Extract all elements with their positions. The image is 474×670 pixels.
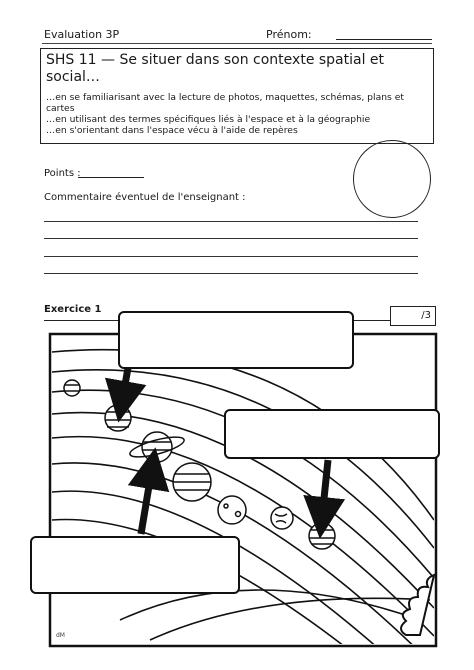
planet-icon xyxy=(142,432,172,462)
exercise-title: Exercice 1 xyxy=(44,304,102,315)
planet-icon xyxy=(309,523,335,549)
comment-label: Commentaire éventuel de l'enseignant : xyxy=(44,192,246,203)
prenom-label: Prénom: xyxy=(266,28,312,41)
objective-item: …en se familiarisant avec la lecture de photos, maquettes, schémas, plans et cartes xyxy=(46,92,404,114)
score-box xyxy=(390,306,436,326)
corner-mark: dM xyxy=(56,632,65,639)
answer-box[interactable] xyxy=(30,536,240,594)
evaluation-title: Evaluation 3P xyxy=(44,28,120,41)
score-text: /3 xyxy=(421,310,431,321)
planet-icon xyxy=(271,507,293,529)
answer-box[interactable] xyxy=(118,311,354,369)
answer-box[interactable] xyxy=(224,409,440,459)
planet-icon xyxy=(218,496,246,524)
points-label: Points : xyxy=(44,168,81,179)
objectives-title: SHS 11 — Se situer dans son contexte spatial et social… xyxy=(46,52,385,85)
diagram-frame xyxy=(50,334,436,646)
objective-item: …en utilisant des termes spécifiques liés à l'espace et à la géographie xyxy=(46,114,371,125)
objective-item: …en s'orientant dans l'espace vécu à l'aide de repères xyxy=(46,125,298,136)
planet-icon xyxy=(64,380,80,396)
